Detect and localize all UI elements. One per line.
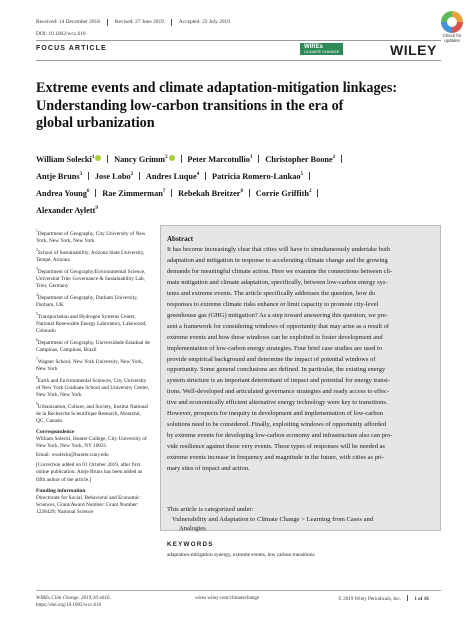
author[interactable]: Rebekah Breitzer$^8$	[178, 188, 243, 198]
header-rule	[36, 60, 441, 61]
abstract-line: provide empirical background and determine the impact of potential windows of	[167, 355, 376, 363]
author-separator	[341, 155, 342, 163]
abstract-line: demands for meaningful climate action. Here we examine the connections between cli-	[167, 267, 393, 275]
affiliation: $^3$Department of Geography/Environmental Science, Universitat Trier Governance & Sustainability Lab, Trier, Germany	[36, 266, 146, 289]
abstract-line: implementation of low-carbon energy strategies. Four brief case studies are used to	[167, 344, 383, 352]
author-separator	[139, 172, 140, 180]
affiliation: $^6$Department of Geography, Universidade Estadual de Campinas, Campinas, Brazil	[36, 337, 150, 353]
author[interactable]: Alexander Aylett$^9$	[36, 205, 98, 215]
author[interactable]: Antje Bruns$^3$	[36, 171, 83, 181]
correspondence-email[interactable]: Email: wsolecki@hunter.cuny.edu	[36, 452, 109, 459]
copyright: © 2019 Wiley Periodicals, Inc.	[338, 596, 401, 602]
author-separator	[309, 172, 310, 180]
author[interactable]: Peter Marcotullio$^1$	[187, 154, 253, 164]
correction-note: [Correction added on 01 October 2019, after first online publication: Antje Bruns has been added as fifth author of the article.]	[36, 462, 143, 483]
author-row	[36, 184, 441, 201]
abstract-heading: Abstract	[167, 235, 194, 243]
date-separator	[107, 19, 108, 26]
author-separator	[107, 155, 108, 163]
abstract-line: tive and economically efficient alternative energy technology were key to transitions.	[167, 399, 388, 407]
article-title	[36, 80, 426, 133]
author-row	[36, 201, 441, 218]
author-row	[36, 150, 441, 167]
affiliation: $^7$Wagner School, New York University, New York, New York	[36, 356, 144, 372]
abstract-line: mate mitigation and climate adaptation, specifically, between low-carbon energy sys-	[167, 278, 388, 286]
title-line: Extreme events and climate adaptation-mitigation linkages:	[36, 80, 398, 96]
funding-text: Directorate for Social, Behavioral and Economic Sciences, Grant/Award Number: Grant Number: 1228429; National Science	[36, 494, 140, 515]
abstract-line: by extreme events for developing low-carbon economy and infrastructure also can pro-	[167, 432, 393, 440]
correspondence-heading: Correspondence	[36, 428, 75, 435]
abstract-line: responses to extreme climate risks enhance or limit capacity to promote city-level	[167, 300, 379, 308]
title-line: Understanding low-carbon transitions in the era of	[36, 97, 344, 114]
author[interactable]: Jose Lobo$^2$	[94, 171, 134, 181]
categorized-heading: This article is categorized under:	[167, 506, 254, 513]
abstract-line: However, prospects for inequity in development and implementation of low-carbon	[167, 410, 384, 418]
doi[interactable]: DOI: 10.1002/wcc.616	[36, 31, 86, 37]
author-separator	[171, 189, 172, 197]
received-date: Received: 14 December 2018	[36, 19, 100, 25]
author[interactable]: Andres Luque$^4$	[145, 171, 200, 181]
crossmark-icon	[441, 11, 463, 33]
footer-doi-link[interactable]: https://doi.org/10.1002/wcc.616	[36, 601, 102, 608]
page-number: 1 of 16	[414, 596, 429, 602]
title-line: global urbanization	[36, 115, 155, 132]
affiliation: $^5$Transportation and Hydrogen Systems Center, National Renewable Energy Laboratory, Lakewood, Colorado	[36, 311, 147, 334]
abstract-line: It has become increasingly clear that cities will have to simultaneously undertake both	[167, 246, 391, 253]
abstract-line: extreme events and how these windows can be exploited to foster development and	[167, 333, 383, 341]
orcid-icon[interactable]	[95, 155, 101, 161]
author-separator	[88, 172, 89, 180]
category-line[interactable]: Analogies	[179, 525, 206, 533]
affiliation: $^2$School of Sustainability, Arizona State University, Tempe, Arizona	[36, 247, 145, 263]
funding-heading: Funding information	[36, 487, 86, 494]
author-separator	[249, 189, 250, 197]
author-row	[36, 167, 441, 184]
abstract-line: greenhouse gas (GHG) mitigation? As a step toward answering this question, we pre-	[167, 311, 388, 319]
abstract-line: opportunity. Some general conclusions are defined. In particular, the existing energy	[167, 366, 386, 374]
keywords-text: adaptation-mitigation synergy, extreme events, low carbon transitions	[167, 552, 315, 558]
abstract-line: sent a framework for considering windows of opportunity that may arise as a result of	[167, 322, 390, 330]
footer-site-link[interactable]: wires.wiley.com/climatechange	[195, 595, 260, 601]
author[interactable]: Patricia Romero-Lankao$^5$	[212, 171, 304, 181]
author[interactable]: Corrie Griffith$^2$	[255, 188, 312, 198]
footer-citation	[36, 595, 111, 609]
journal-logo-name: WIREs	[304, 44, 324, 50]
category-line[interactable]: Vulnerability and Adaptation to Climate Change > Learning from Cases and	[172, 516, 374, 523]
affiliation: $^9$Urbanisation, Culture, and Society, Institut National de la Recherche Scientifique Research, Montréal, QC, Canada	[36, 401, 149, 424]
abstract-line: tions. Well-developed and articulated governance strategies and ready access to effec-	[167, 388, 390, 396]
citation-text: WIREs Clim Change. 2019;10:e616.	[36, 595, 111, 601]
header-rule	[36, 40, 441, 41]
affiliation: $^4$Department of Geography, Durham University, Durham, UK	[36, 292, 138, 308]
orcid-icon[interactable]	[169, 155, 175, 161]
affiliations-column	[36, 228, 150, 518]
keywords-heading: KEYWORDS	[167, 541, 214, 548]
affiliation: $^8$Earth and Environmental Sciences, City University of New York Graduate School and University Center, New York, New York	[36, 375, 150, 398]
abstract-line: system structure is an important determinant of impact and potential for energy transi-	[167, 377, 390, 385]
abstract-line: extreme events increase in frequency and magnitude in the future, with cities as pri-	[167, 454, 384, 462]
date-separator	[171, 19, 172, 26]
section-label: FOCUS ARTICLE	[36, 45, 107, 52]
footer-right	[338, 595, 429, 603]
abstract-line: tems and extreme events. The article specifically addresses the question, how do	[167, 289, 376, 297]
publisher-logo: WILEY	[390, 42, 437, 58]
abstract-line: mary sites of impact and action.	[167, 465, 250, 473]
revised-date: Revised: 27 June 2019	[114, 19, 164, 25]
affiliation: $^1$Department of Geography, City University of New York, New York, New York	[36, 229, 146, 244]
check-for-updates-label: Check for updates	[442, 33, 462, 43]
author-separator	[95, 189, 96, 197]
accepted-date: Accepted: 23 July 2019	[178, 19, 230, 25]
journal-logo-subtitle: CLIMATE CHANGE	[304, 49, 340, 54]
categorized-body	[172, 515, 442, 534]
abstract-line: vide resilience against those very events. These types of responses will be needed as	[167, 443, 385, 451]
abstract-line: adaptation and mitigation in response to accelerating climate change and the growing	[167, 256, 388, 264]
journal-logo	[300, 43, 343, 55]
abstract-line: solutions need to be considered. Finally, exploiting windows of opportunity afforded	[167, 421, 387, 429]
author[interactable]: Christopher Boone$^2$	[265, 154, 336, 164]
abstract-body	[167, 245, 437, 475]
footer-rule	[36, 590, 441, 591]
author[interactable]: Nancy Grimm$^2$	[114, 155, 174, 164]
author-separator	[317, 189, 318, 197]
author-separator	[205, 172, 206, 180]
author-list	[36, 150, 441, 218]
author[interactable]: William Solecki$^1$	[36, 155, 101, 164]
article-dates	[36, 19, 230, 26]
author-separator	[258, 155, 259, 163]
author[interactable]: Andrea Young$^6$	[36, 188, 90, 198]
author-separator	[181, 155, 182, 163]
page-separator	[407, 595, 408, 601]
author[interactable]: Rae Zimmerman$^7$	[102, 188, 166, 198]
correspondence-address: William Solecki, Hunter College, City University of New York, New York, NY 10031.	[36, 436, 147, 450]
check-for-updates-badge[interactable]	[437, 11, 467, 48]
